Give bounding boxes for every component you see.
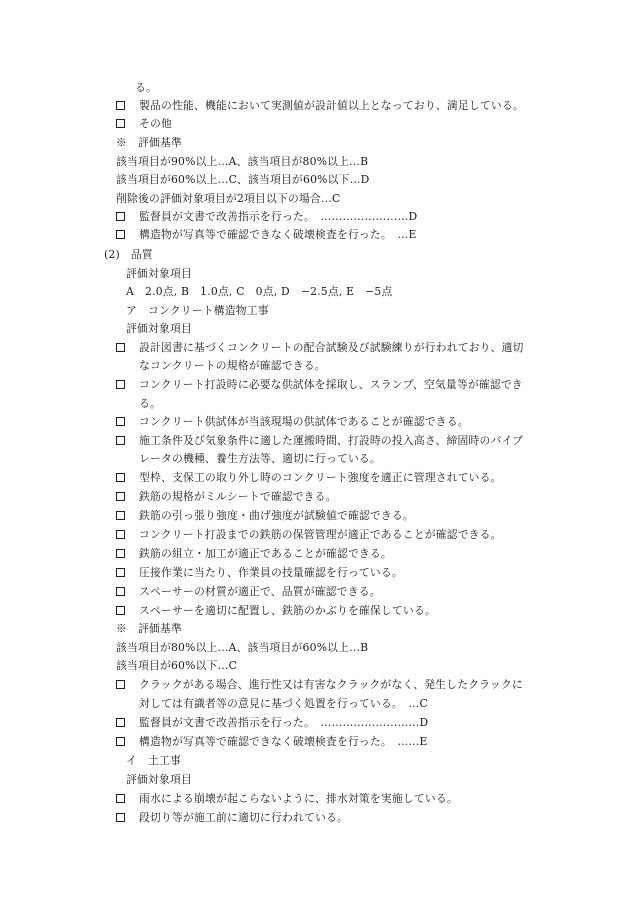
text-line: 対しては有識者等の意見に基づく処置を行っている。 …C (139, 697, 428, 710)
checkbox-icon (116, 473, 125, 482)
checklist-text: 鉄筋の組立・加工が適正であることが確認できる。 (139, 547, 392, 560)
subheading: 評価対象項目 (126, 267, 192, 280)
checklist-item (116, 528, 502, 542)
checkbox-icon (116, 813, 125, 822)
checklist-item (116, 604, 436, 618)
checkbox-icon (116, 718, 125, 727)
criteria-line: 該当項目が90%以上…A、該当項目が80%以上…B (116, 155, 369, 168)
checkbox-icon (116, 568, 125, 577)
checkbox-icon (116, 737, 125, 746)
criteria-line: 該当項目が60%以下…C (116, 659, 238, 672)
checklist-text: 構造物が写真等で確認できなく破壊検査を行った。 ……E (139, 735, 428, 748)
checklist-text: スペーサーを適切に配置し、鉄筋のかぶりを確保している。 (139, 604, 436, 617)
section-heading: (2) 品質 (104, 248, 153, 261)
checklist-text: 製品の性能、機能において実測値が設計値以上となっており、満足している。 (139, 99, 524, 112)
checklist-text: 型枠、支保工の取り外し時のコンクリート強度を適正に管理されている。 (139, 471, 502, 484)
checklist-text: コンクリート打設までの鉄筋の保管管理が適正であることが確認できる。 (139, 528, 502, 541)
checkbox-icon (116, 230, 125, 239)
subheading: 評価対象項目 (126, 773, 192, 786)
checklist-item (116, 228, 417, 242)
checklist-item (116, 434, 523, 448)
checklist-text: 鉄筋の規格がミルシートで確認できる。 (139, 490, 337, 503)
text-line: る。 (135, 81, 157, 94)
checklist-text: コンクリート打設時に必要な供試体を採取し、スランプ、空気量等が確認でき (139, 378, 523, 391)
checkbox-icon (116, 530, 125, 539)
checklist-item (116, 566, 403, 580)
text-line: る。 (139, 397, 161, 410)
criteria-line: 該当項目が80%以上…A、該当項目が60%以上…B (116, 641, 369, 654)
checkbox-icon (116, 417, 125, 426)
checkbox-icon (116, 680, 125, 689)
criteria-line: 削除後の評価対象項目が2項目以下の場合…C (116, 192, 341, 205)
checklist-text: クラックがある場合、進行性又は有害なクラックがなく、発生したクラックに (139, 678, 524, 691)
text-line: なコンクリートの規格が確認できる。 (139, 359, 326, 372)
checklist-item (116, 509, 414, 523)
checkbox-icon (116, 101, 125, 110)
checklist-item (116, 117, 172, 131)
checklist-text: 鉄筋の引っ張り強度・曲げ強度が試験値で確認できる。 (139, 509, 414, 522)
text-line: レータの機種、養生方法等、適切に行っている。 (139, 452, 381, 465)
checkbox-icon (116, 492, 125, 501)
score-line: A 2.0点, B 1.0点, C 0点, D −2.5点, E −5点 (126, 285, 393, 298)
checkbox-icon (116, 606, 125, 615)
checklist-text: その他 (139, 117, 172, 130)
criteria-heading: ※ 評価基準 (116, 622, 182, 635)
checklist-item (116, 341, 524, 355)
checklist-item (116, 585, 381, 599)
checklist-item (116, 99, 524, 113)
checklist-item (116, 678, 523, 692)
checklist-text: 設計図書に基づくコンクリートの配合試験及び試験練りが行われており、適切 (139, 341, 524, 354)
checklist-text: スペーサーの材質が適正で、品質が確認できる。 (139, 585, 381, 598)
checklist-text: コンクリート供試体が当該現場の供試体であることが確認できる。 (139, 415, 469, 428)
checklist-item (116, 378, 523, 392)
checklist-text: 監督員が文書で改善指示を行った。 ………………………D (139, 716, 429, 729)
subsection-heading: ア コンクリート構造物工事 (126, 304, 269, 317)
subheading: 評価対象項目 (126, 322, 192, 335)
checklist-item (116, 415, 469, 429)
subsection-heading: イ 土工事 (126, 754, 181, 767)
checklist-text: 雨水による崩壊が起こらないように、排水対策を実施している。 (139, 792, 458, 805)
checkbox-icon (116, 587, 125, 596)
checkbox-icon (116, 511, 125, 520)
checklist-text: 圧接作業に当たり、作業員の技量確認を行っている。 (139, 566, 403, 579)
checklist-item (116, 547, 392, 561)
checklist-item (116, 792, 458, 806)
checklist-item (116, 811, 348, 825)
checkbox-icon (116, 794, 125, 803)
checklist-item (116, 735, 428, 749)
checklist-text: 施工条件及び気象条件に適した運搬時間、打設時の投入高さ、締固時のバイブ (139, 434, 524, 447)
checklist-item (116, 471, 502, 485)
checklist-item (116, 490, 337, 504)
checkbox-icon (116, 119, 125, 128)
checklist-text: 監督員が文書で改善指示を行った。 ……………………D (139, 210, 418, 223)
checklist-text: 構造物が写真等で確認できなく破壊検査を行った。 …E (139, 228, 417, 241)
checklist-text: 段切り等が施工前に適切に行われている。 (139, 811, 348, 824)
checkbox-icon (116, 436, 125, 445)
checkbox-icon (116, 380, 125, 389)
checkbox-icon (116, 549, 125, 558)
criteria-heading: ※ 評価基準 (116, 136, 182, 149)
criteria-line: 該当項目が60%以上…C、該当項目が60%以下…D (116, 173, 370, 186)
checkbox-icon (116, 343, 125, 352)
checkbox-icon (116, 212, 125, 221)
checklist-item (116, 716, 428, 730)
checklist-item (116, 210, 417, 224)
